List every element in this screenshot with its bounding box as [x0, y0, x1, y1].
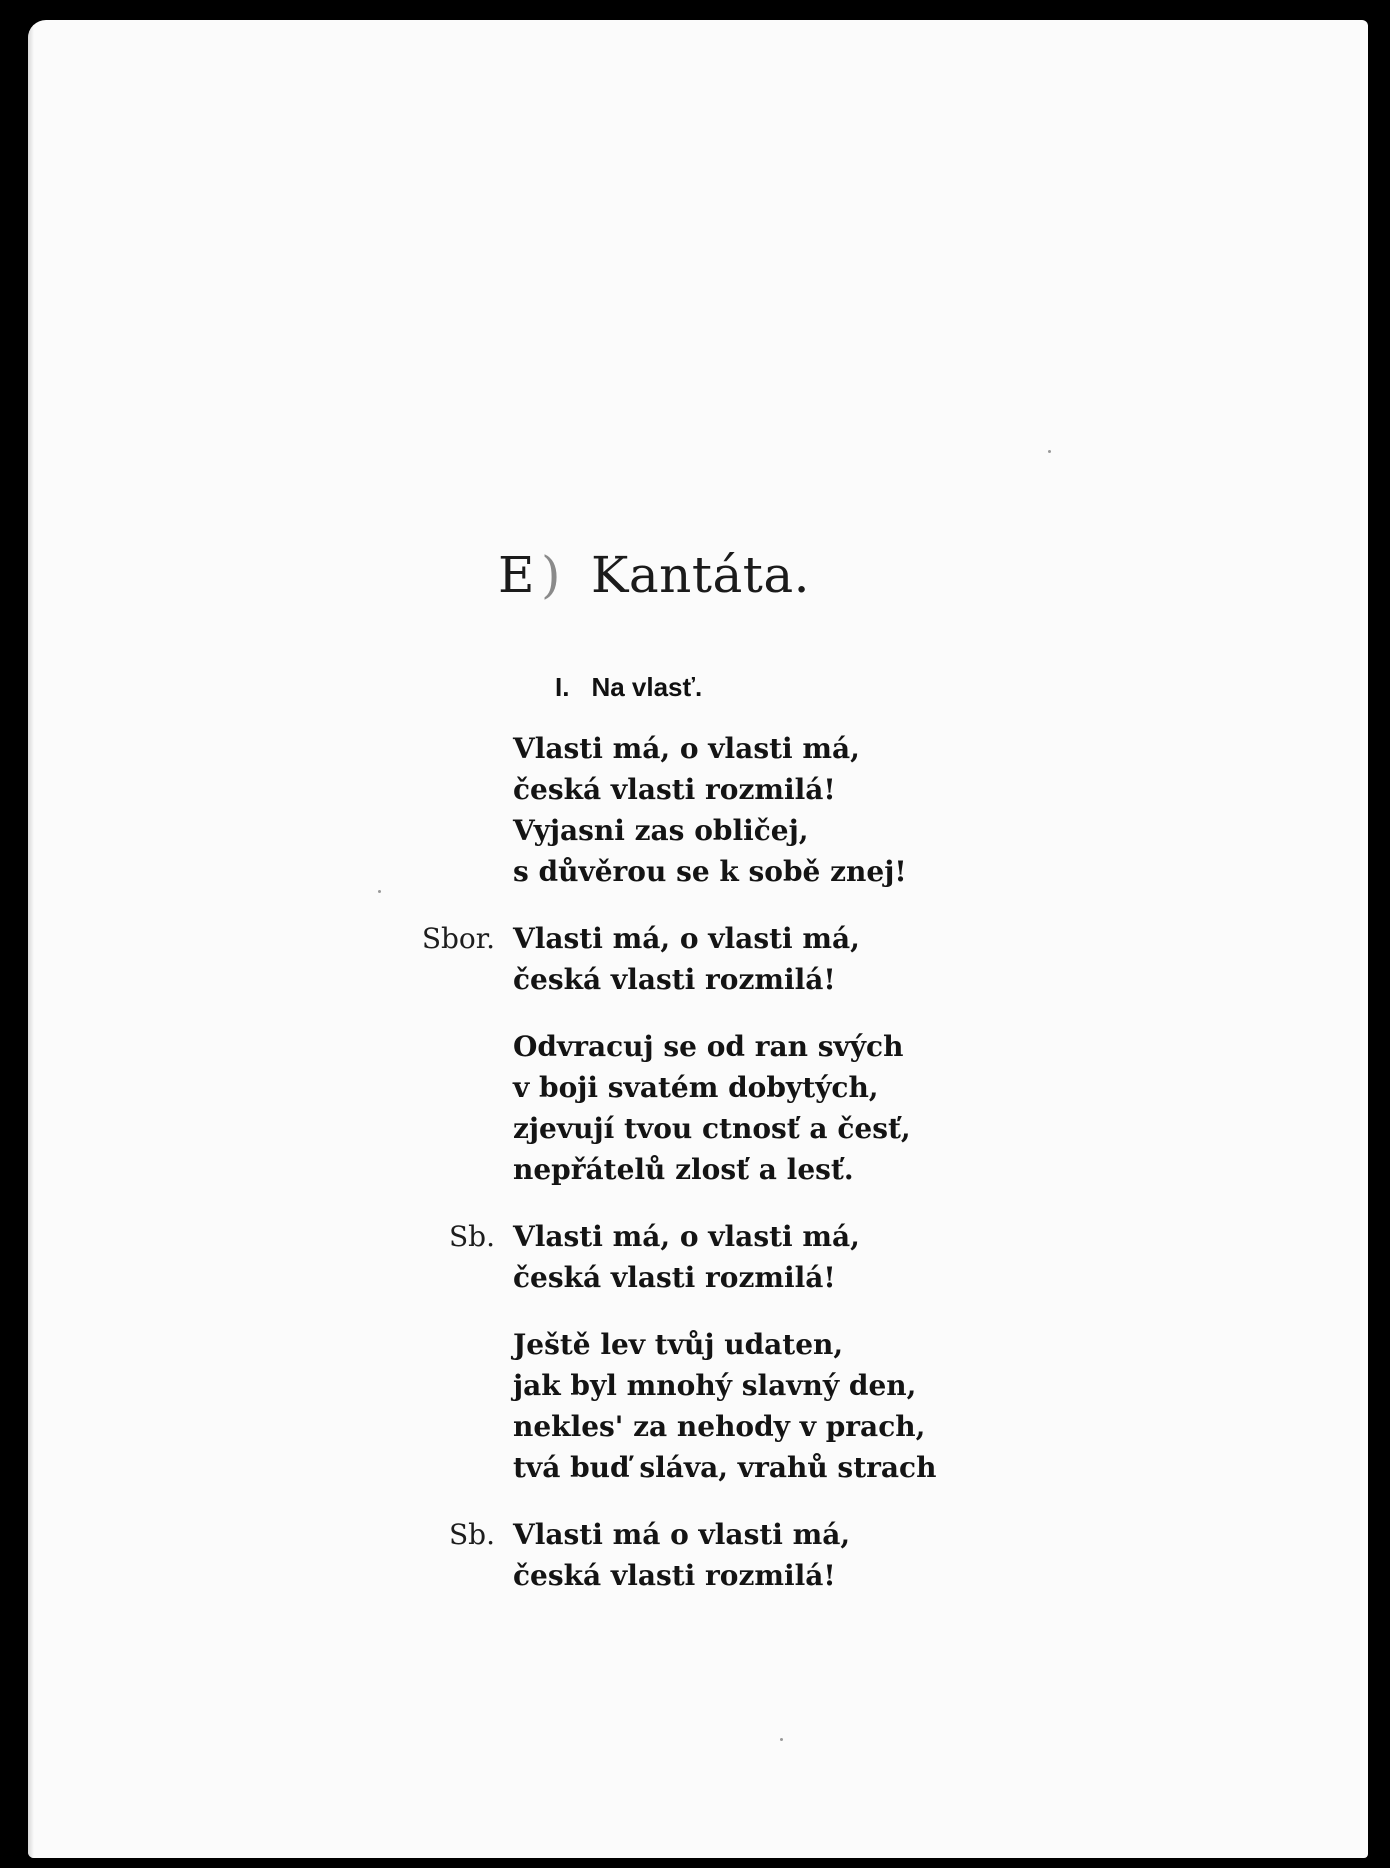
verse-line: nepřátelů zlosť a lesť.: [513, 1153, 854, 1186]
book-page: [28, 20, 1368, 1858]
verse-line: Odvracuj se od ran svých: [513, 1030, 904, 1063]
paper-speck: [378, 890, 381, 893]
verse-line: Vlasti má, o vlasti má,: [513, 1220, 860, 1253]
speaker-label: Sb.: [448, 1220, 495, 1253]
verse-line: tvá buď sláva, vrahů strach: [513, 1451, 937, 1484]
section-letter: E: [498, 546, 535, 604]
stanza: [513, 728, 1033, 892]
verse-line: zjevují tvou ctnosť a česť,: [513, 1112, 911, 1145]
poem-title: Na vlasť.: [591, 672, 703, 702]
verse-line: Vlasti má, o vlasti má,: [513, 922, 860, 955]
verse-line: Vlasti má, o vlasti má,: [513, 732, 860, 765]
verse-line: česká vlasti rozmilá!: [513, 963, 836, 996]
speaker-label: [413, 728, 513, 892]
verse-line: nekles' za nehody v prach,: [513, 1410, 926, 1443]
verse-line: Vlasti má o vlasti má,: [513, 1518, 851, 1551]
section-title: Kantáta.: [591, 546, 811, 604]
verse-line: česká vlasti rozmilá!: [513, 1559, 836, 1592]
stanza: [513, 1026, 1033, 1190]
stanza: [421, 918, 1033, 1000]
poem-number: I.: [555, 672, 570, 702]
paper-speck: [1048, 450, 1051, 453]
stanza: [448, 1514, 1033, 1596]
verse-line: Ještě lev tvůj udaten,: [513, 1328, 844, 1361]
paper-speck: [780, 1738, 783, 1741]
page-edge-shadow: [28, 20, 34, 1858]
speaker-label: [413, 1324, 513, 1488]
speaker-label: [413, 1026, 513, 1190]
poem-body: [421, 728, 1033, 1622]
verse-line: česká vlasti rozmilá!: [513, 773, 836, 806]
page-title: [498, 546, 810, 604]
poem-heading: [555, 672, 702, 703]
speaker-label: Sbor.: [421, 922, 495, 955]
verse-line: s důvěrou se k sobě znej!: [513, 855, 907, 888]
verse-line: Vyjasni zas obličej,: [513, 814, 809, 847]
verse-line: jak byl mnohý slavný den,: [513, 1369, 917, 1402]
verse-line: česká vlasti rozmilá!: [513, 1261, 836, 1294]
section-letter-paren: ): [541, 546, 562, 604]
speaker-label: Sb.: [448, 1518, 495, 1551]
verse-line: v boji svatém dobytých,: [513, 1071, 879, 1104]
stanza: [513, 1324, 1033, 1488]
stanza: [448, 1216, 1033, 1298]
